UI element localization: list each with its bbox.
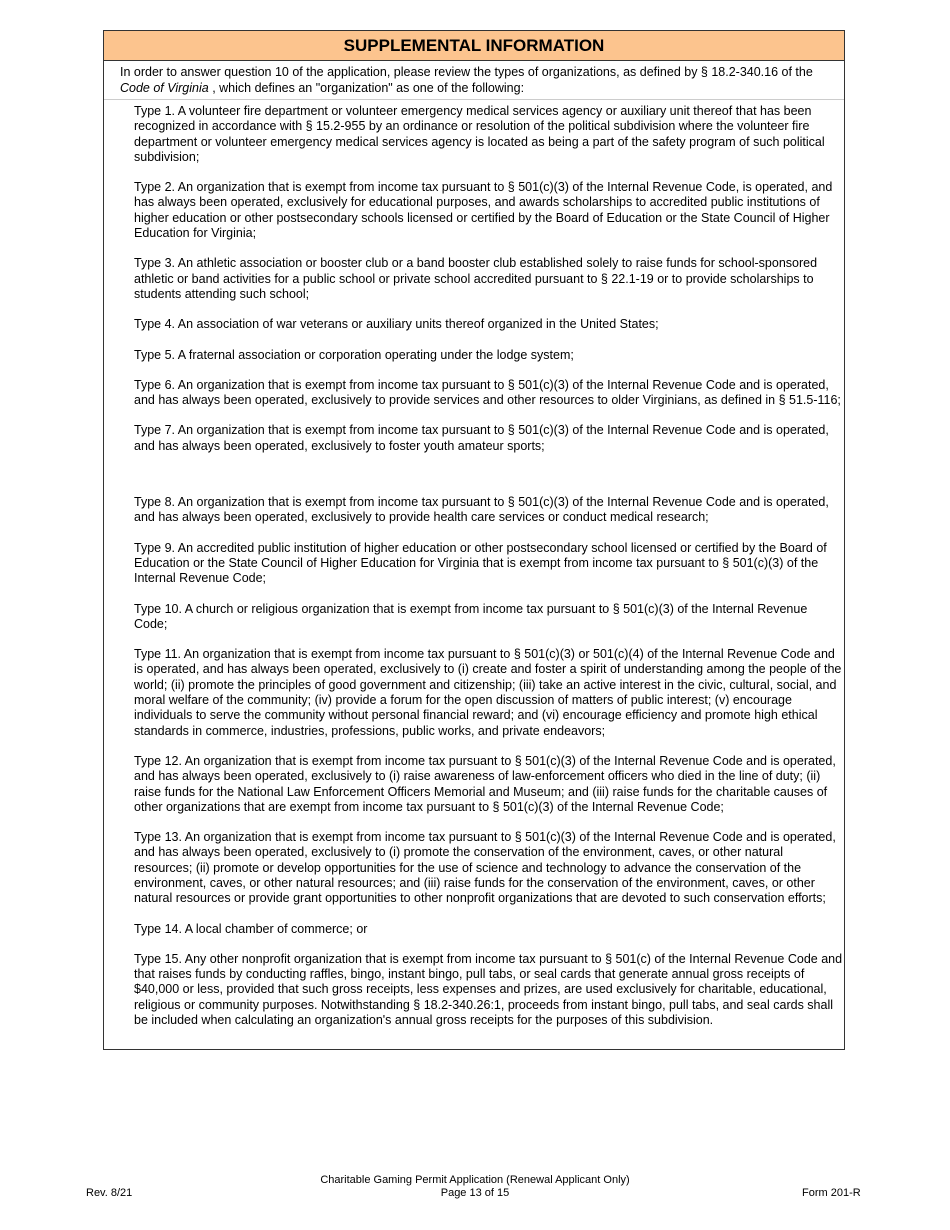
intro-text-after: , which defines an "organization" as one of the following: [208,80,525,95]
intro-paragraph [104,61,844,100]
form-number: Form 201-R [802,1187,861,1199]
organization-type-1: Type 1. A volunteer fire department or volunteer emergency medical services agency or auxiliary unit thereof that has been recognized in accordance with § 15.2-955 by an ordinance or resolution of the political subdivision where the volunteer fire department or volunteer emergency medical services agency is located as being a part of the safety program of such political subdivision; [134,104,825,164]
organization-type-11: Type 11. An organization that is exempt from income tax pursuant to § 501(c)(3) or 501(c)(4) of the Internal Revenue Code and is operated, and has always been operated, exclusively to (i) create and foster a spirit of understanding among the people of the world; (ii) promote the principles of good government and citizenship; (iii) take an active interest in the civic, cultural, social, and moral welfare of the community; (iv) provide a forum for the open discussion of matters of public interest; (v) encourage individuals to serve the community without personal financial reward; and (vi) encourage efficiency and promote high ethical standards in commerce, industries, professions, public works, and private endeavors; [134,647,842,738]
organization-type-3: Type 3. An athletic association or booster club or a band booster club established solely to raise funds for school-sponsored athletic or band activities for a public school or private school accredited pursuant to § 22.1-19 or to provide scholarships to students attending such school; [134,256,818,301]
intro-text-before: In order to answer question 10 of the application, please review the types of organizations, as defined by § 18.2-340.16 of the [120,65,813,79]
organization-type-8: Type 8. An organization that is exempt from income tax pursuant to § 501(c)(3) of the Internal Revenue Code and is operated, and has always been operated, exclusively to provide health care services or conduct medical research; [134,495,829,525]
organization-types-list [104,100,844,1028]
organization-type-10: Type 10. A church or religious organization that is exempt from income tax pursuant to § 501(c)(3) of the Internal Revenue Code; [134,601,808,631]
organization-type-12: Type 12. An organization that is exempt from income tax pursuant to § 501(c)(3) of the Internal Revenue Code and is operated, and has always been operated, exclusively to (i) raise awareness of law-enforcement officers who died in the line of duty; (ii) raise funds for the National Law Enforcement Officers Memorial and Museum; and (iii) raise funds for the charitable causes of other organizations that are exempt from income tax pursuant to § 501(c)(3) of the Internal Revenue Code; [134,753,836,814]
organization-type-15: Type 15. Any other nonprofit organization that is exempt from income tax pursuant to § 501(c) of the Internal Revenue Code and that raises funds by conducting raffles, bingo, instant bingo, pull tabs, or seal cards that generate annual gross receipts of $40,000 or less, provided that such gross receipts, less expenses and prizes, are used exclusively for charitable, educational, religious or community purposes. Notwithstanding § 18.2-340.26:1, proceeds from instant bingo, pull tabs, and seal cards shall be included when calculating an organization's annual gross receipts for the purposes of this subdivision. [134,951,843,1028]
organization-type-2: Type 2. An organization that is exempt from income tax pursuant to § 501(c)(3) of the Internal Revenue Code, is operated, and has always been operated, exclusively for educational purposes, and awards scholarships to accredited public institutions of higher education or other postsecondary schools licensed or certified by the Board of Education or the State Council of Higher Education for Virginia; [134,180,833,241]
form-title: Charitable Gaming Permit Application (Renewal Applicant Only) [320,1174,630,1186]
organization-type-9: Type 9. An accredited public institution of higher education or other postsecondary school licensed or certified by the Board of Education or the State Council of Higher Education for Virginia that is exempt from income tax pursuant to § 501(c)(3) of the Internal Revenue Code; [134,540,827,586]
page-number: Page 13 of 15 [440,1187,510,1199]
organization-type-5: Type 5. A fraternal association or corporation operating under the lodge system; [134,347,574,362]
organization-type-14: Type 14. A local chamber of commerce; or [134,921,368,936]
supplemental-information-section [103,30,845,1050]
section-title: SUPPLEMENTAL INFORMATION [104,31,844,61]
organization-type-7: Type 7. An organization that is exempt from income tax pursuant to § 501(c)(3) of the Internal Revenue Code and is operated, and has always been operated, exclusively to foster youth amateur sports; [134,423,829,453]
organization-type-13: Type 13. An organization that is exempt from income tax pursuant to § 501(c)(3) of the Internal Revenue Code and is operated, and has always been operated, exclusively to (i) promote the conservation of the environment, caves, or other natural resources; (ii) promote or develop opportunities for the use of science and technology to advance the conservation of the environment, caves, or other natural resources; and (iii) raise funds for the conservation of the environment, caves, or other natural resources or provide grant opportunities to other nonprofit organizations that are devoted to such conservation efforts; [134,830,836,906]
organization-type-4: Type 4. An association of war veterans or auxiliary units thereof organized in the United States; [134,317,659,332]
organization-type-6: Type 6. An organization that is exempt from income tax pursuant to § 501(c)(3) of the Internal Revenue Code and is operated, and has always been operated, exclusively to provide services and other resources to older Virginians, as defined in § 51.5-116; [134,377,841,408]
code-of-virginia-name: Code of Virginia [120,80,209,95]
revision-date: Rev. 8/21 [86,1187,133,1199]
